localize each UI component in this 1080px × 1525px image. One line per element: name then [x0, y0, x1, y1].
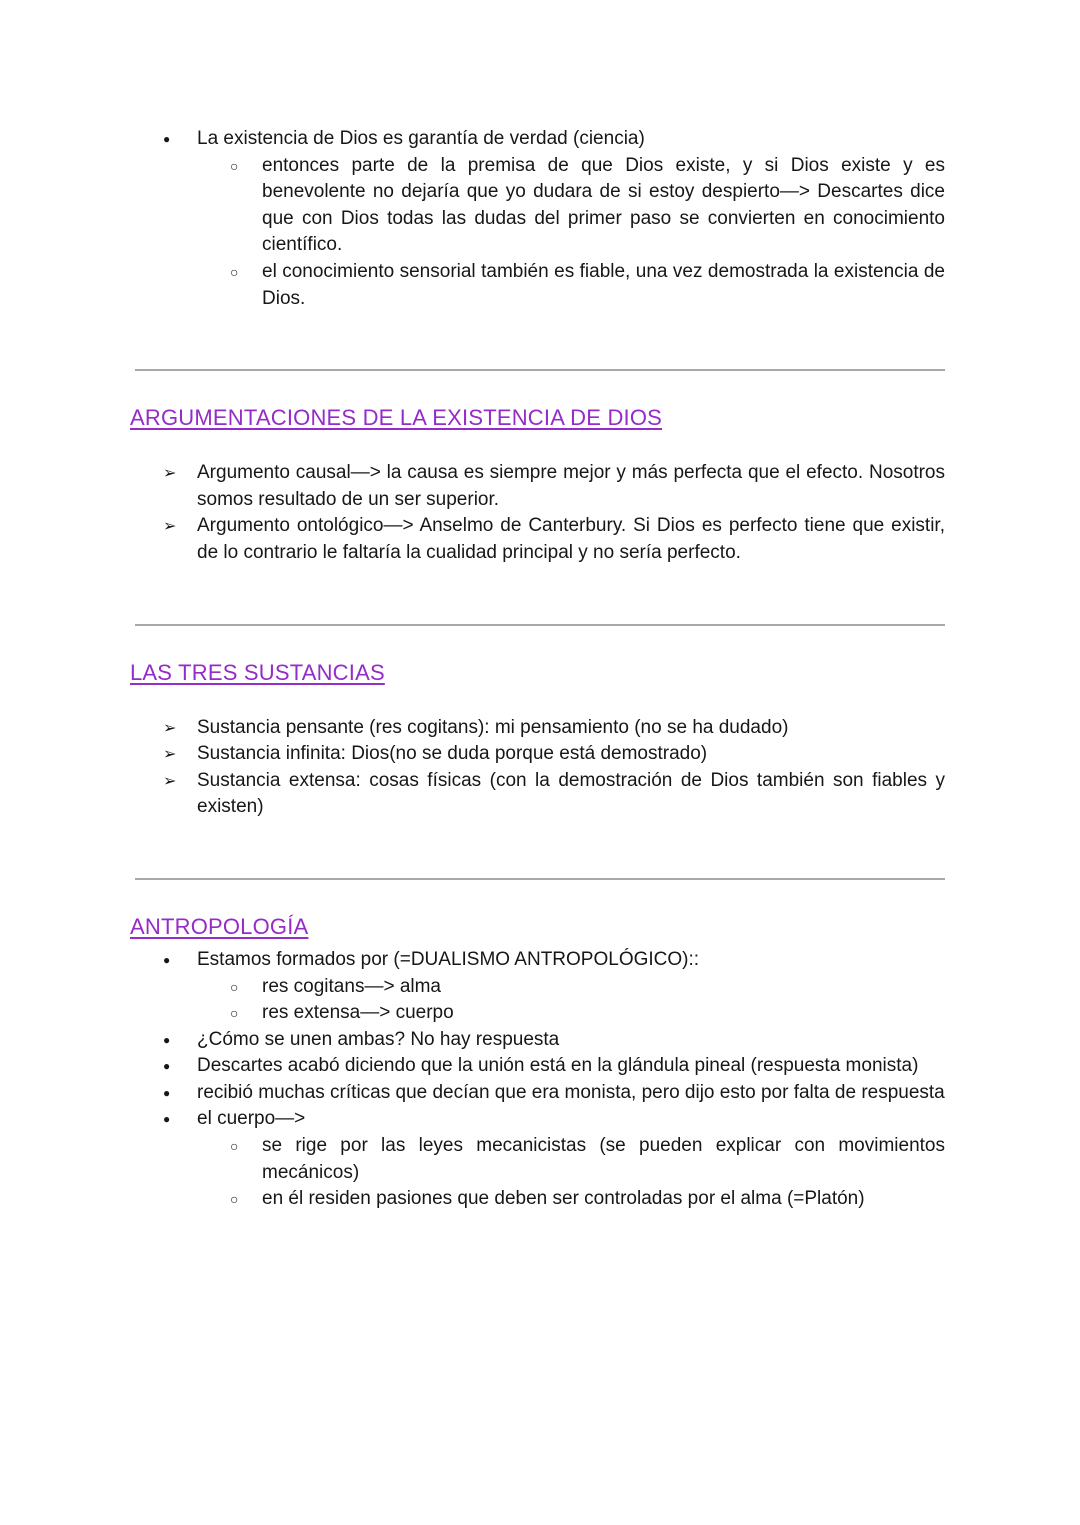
list-item: [130, 947, 945, 1027]
list-item-text: Argumento ontológico—> Anselmo de Canterbury. Si Dios es perfecto tiene que existir, de lo contrario le faltaría la cualidad principal y no sería perfecto.: [197, 515, 945, 563]
arguments-list: [130, 460, 945, 566]
bullet-icon: ●: [163, 952, 171, 967]
section-divider: [135, 624, 945, 626]
circle-bullet-icon: ○: [230, 1138, 239, 1155]
list-item: [130, 513, 945, 566]
list-item: [130, 1053, 945, 1080]
list-item-text: res extensa—> cuerpo: [262, 1002, 454, 1024]
list-item-text: en él residen pasiones que deben ser controladas por el alma (=Platón): [262, 1188, 865, 1210]
arrow-bullet-icon: ➢: [163, 463, 177, 483]
list-item: [197, 259, 945, 312]
list-item-text: Argumento causal—> la causa es siempre mejor y más perfecta que el efecto. Nosotros somos resultado de un ser superior.: [197, 462, 945, 510]
substances-list: [130, 715, 945, 821]
section-anthropology: [130, 913, 945, 1213]
list-item: [130, 741, 945, 768]
bullet-icon: ●: [163, 1032, 171, 1047]
circle-bullet-icon: ○: [230, 978, 239, 995]
bullet-icon: ●: [163, 132, 171, 146]
arrow-bullet-icon: ➢: [163, 770, 177, 790]
list-item-text: Estamos formados por (=DUALISMO ANTROPOLÓGICO)::: [197, 948, 700, 970]
list-item: [197, 1186, 945, 1213]
list-item-text: Sustancia pensante (res cogitans): mi pensamiento (no se ha dudado): [197, 716, 789, 738]
bullet-icon: ●: [163, 1059, 171, 1074]
list-item: [130, 1027, 945, 1054]
section-heading: LAS TRES SUSTANCIAS: [130, 659, 385, 685]
list-item: [130, 126, 945, 312]
bullet-icon: ●: [163, 1085, 171, 1100]
list-item-text: entonces parte de la premisa de que Dios existe, y si Dios existe y es benevolente no dejaría que yo dudara de si estoy despierto—> Descartes dice que con Dios todas las dudas del primer paso se convierten en conocimiento científico.: [262, 154, 945, 256]
list-item-text: Sustancia infinita: Dios(no se duda porque está demostrado): [197, 743, 708, 765]
list-item-text: ¿Cómo se unen ambas? No hay respuesta: [197, 1028, 560, 1050]
list-item: [130, 768, 945, 821]
circle-bullet-icon: ○: [230, 157, 239, 174]
section-substances: [130, 659, 945, 821]
intro-sublist: [197, 153, 945, 313]
arrow-bullet-icon: ➢: [163, 516, 177, 536]
circle-bullet-icon: ○: [230, 1005, 239, 1022]
intro-list: [130, 126, 945, 312]
list-item-text: La existencia de Dios es garantía de verdad (ciencia): [197, 128, 645, 149]
list-item-text: Descartes acabó diciendo que la unión está en la glándula pineal (respuesta monista): [197, 1055, 919, 1077]
list-item-text: el cuerpo—>: [197, 1108, 306, 1130]
arrow-bullet-icon: ➢: [163, 744, 177, 764]
list-item: [130, 715, 945, 742]
bullet-icon: ●: [163, 1112, 171, 1127]
list-item: [197, 1000, 945, 1027]
arrow-bullet-icon: ➢: [163, 717, 177, 737]
list-item: [130, 460, 945, 513]
list-item-text: el conocimiento sensorial también es fiable, una vez demostrada la existencia de Dios.: [262, 260, 945, 309]
list-item: [197, 974, 945, 1001]
list-item: [130, 1080, 945, 1107]
sublist: [197, 1133, 945, 1213]
list-item: [130, 1106, 945, 1212]
circle-bullet-icon: ○: [230, 1191, 239, 1208]
anthropology-list: [130, 947, 945, 1213]
section-divider: [135, 369, 945, 371]
section-arguments: [130, 404, 945, 566]
list-item: [197, 1133, 945, 1186]
list-item: [197, 153, 945, 259]
list-item-text: se rige por las leyes mecanicistas (se pueden explicar con movimientos mecánicos): [262, 1135, 945, 1183]
list-item-text: recibió muchas críticas que decían que era monista, pero dijo esto por falta de respuesta: [197, 1081, 945, 1103]
list-item-text: Sustancia extensa: cosas físicas (con la demostración de Dios también son fiables y existen): [197, 769, 945, 818]
section-heading: ARGUMENTACIONES DE LA EXISTENCIA DE DIOS: [130, 405, 663, 431]
circle-bullet-icon: ○: [230, 263, 239, 280]
section-divider: [135, 878, 945, 880]
list-item-text: res cogitans—> alma: [262, 975, 441, 997]
sublist: [197, 974, 945, 1027]
section-heading: ANTROPOLOGÍA: [130, 913, 309, 939]
